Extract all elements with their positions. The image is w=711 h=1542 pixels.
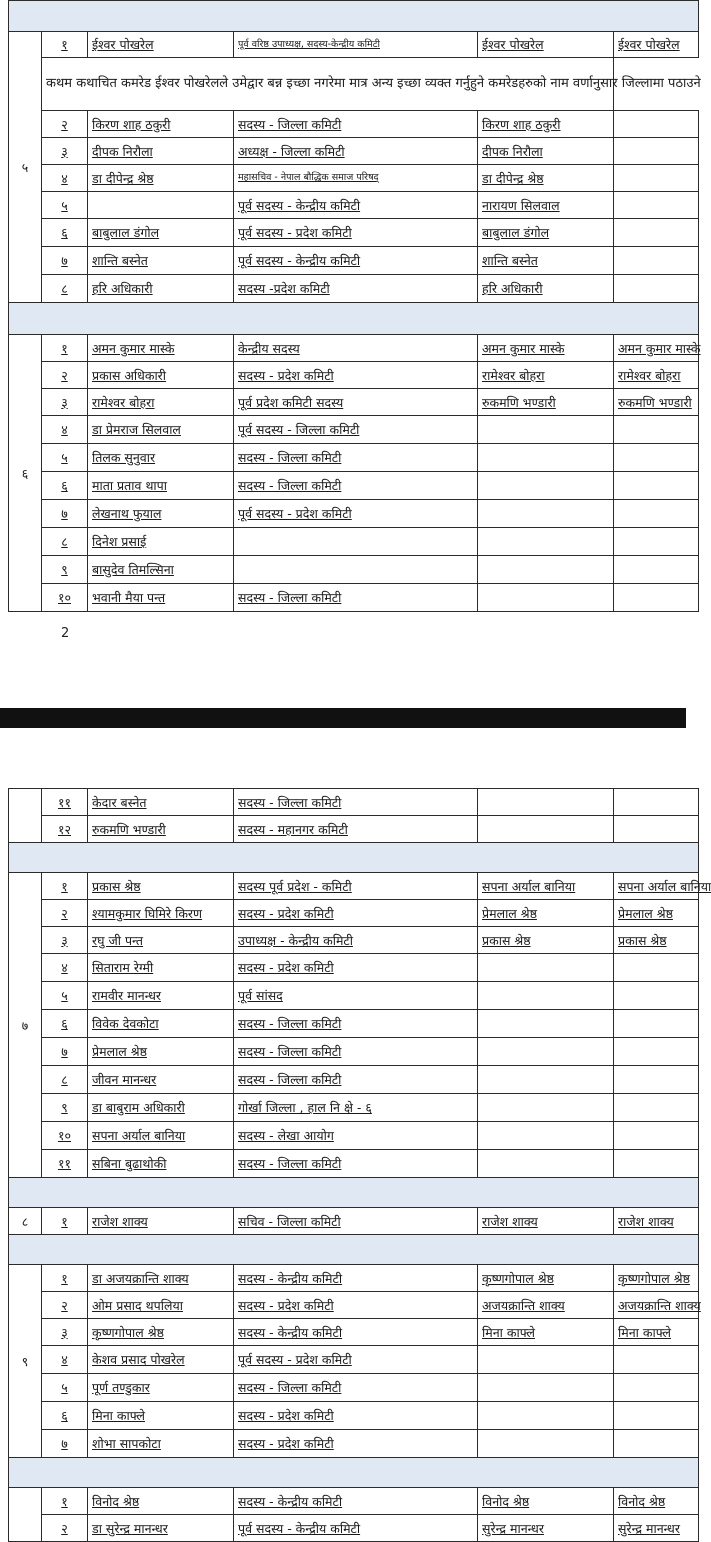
candidate-name: तिलक सुनुवार <box>88 444 234 472</box>
candidate-name: राजेश शाक्य <box>88 1208 234 1235</box>
table-row <box>9 335 699 362</box>
final-name: रुकमणि भण्डारी <box>614 389 699 416</box>
table-row <box>9 1292 699 1319</box>
recommended-name: किरण शाह ठकुरी <box>478 111 614 138</box>
table-row <box>9 1094 699 1122</box>
candidate-name: हरि अधिकारी <box>88 275 234 303</box>
candidate-name: सपना अर्याल बानिया <box>88 1122 234 1150</box>
recommended-name: नारायण सिलवाल <box>478 192 614 219</box>
serial-number: ७ <box>42 500 88 528</box>
recommended-name: रुकमणि भण्डारी <box>478 389 614 416</box>
table-row <box>9 389 699 416</box>
table-row <box>9 954 699 982</box>
serial-number: ४ <box>42 165 88 192</box>
final-name: प्रेमलाल श्रेष्ठ <box>614 900 699 927</box>
table-row <box>9 1038 699 1066</box>
recommended-name <box>478 500 614 528</box>
candidate-role: पूर्व सदस्य - जिल्ला कमिटी <box>234 416 478 444</box>
recommended-name: डा दीपेन्द्र श्रेष्ठ <box>478 165 614 192</box>
serial-number: १ <box>42 1488 88 1515</box>
final-name <box>614 584 699 612</box>
ward-number: ९ <box>9 1265 42 1458</box>
table-row <box>9 982 699 1010</box>
table-row <box>9 900 699 927</box>
candidate-role: सदस्य - प्रदेश कमिटी <box>234 1402 478 1430</box>
recommended-name: अमन कुमार मास्के <box>478 335 614 362</box>
table-row <box>9 1515 699 1542</box>
table-row <box>9 219 699 247</box>
table-row <box>9 1319 699 1346</box>
recommended-name: सुरेन्द्र मानन्धर <box>478 1515 614 1542</box>
candidate-role: पूर्व प्रदेश कमिटी सदस्य <box>234 389 478 416</box>
candidate-name: डा प्रेमराज सिलवाल <box>88 416 234 444</box>
page-one <box>0 0 701 612</box>
final-name <box>614 247 699 275</box>
page-number: 2 <box>61 626 70 641</box>
final-name <box>614 1430 699 1458</box>
final-name <box>614 111 699 138</box>
table-row <box>9 873 699 900</box>
ward-number: ८ <box>9 1208 42 1235</box>
candidate-name: कृष्णगोपाल श्रेष्ठ <box>88 1319 234 1346</box>
candidate-role: सदस्य - जिल्ला कमिटी <box>234 1010 478 1038</box>
candidate-name: शोभा सापकोटा <box>88 1430 234 1458</box>
candidate-name: सबिना बुढाथोकी <box>88 1150 234 1178</box>
table-row <box>9 1208 699 1235</box>
candidate-name: केदार बस्नेत <box>88 789 234 816</box>
recommended-name <box>478 1402 614 1430</box>
serial-number: ७ <box>42 1038 88 1066</box>
candidate-name: माता प्रताव थापा <box>88 472 234 500</box>
table-row <box>9 138 699 165</box>
page-two <box>0 788 711 1542</box>
ward-separator-row <box>9 303 699 335</box>
final-name <box>614 528 699 556</box>
recommended-name <box>478 789 614 816</box>
final-name: सपना अर्याल बानिया <box>614 873 699 900</box>
candidate-role: केन्द्रीय सदस्य <box>234 335 478 362</box>
candidate-name: दिनेश प्रसाई <box>88 528 234 556</box>
separator-cell <box>9 303 699 335</box>
recommended-name <box>478 528 614 556</box>
final-name <box>614 444 699 472</box>
table-row <box>9 1488 699 1515</box>
separator-cell <box>9 843 699 873</box>
candidate-name: रुकमणि भण्डारी <box>88 816 234 843</box>
candidate-name: भवानी मैया पन्त <box>88 584 234 612</box>
candidate-role: पूर्व सदस्य - प्रदेश कमिटी <box>234 500 478 528</box>
ward-separator-row <box>9 843 699 873</box>
candidate-name: ओम प्रसाद थपलिया <box>88 1292 234 1319</box>
table-row <box>9 1066 699 1094</box>
serial-number: २ <box>42 1515 88 1542</box>
recommended-name <box>478 556 614 584</box>
recommended-name: कृष्णगोपाल श्रेष्ठ <box>478 1265 614 1292</box>
note-row <box>9 58 699 111</box>
serial-number: ७ <box>42 247 88 275</box>
candidate-name: डा दीपेन्द्र श्रेष्ठ <box>88 165 234 192</box>
serial-number: १ <box>42 32 88 58</box>
final-name: विनोद श्रेष्ठ <box>614 1488 699 1515</box>
candidate-role: महासचिव - नेपाल बौद्धिक समाज परिषद् <box>234 165 478 192</box>
recommended-name: रामेश्वर बोहरा <box>478 362 614 389</box>
final-name <box>614 138 699 165</box>
candidate-name: डा अजयक्रान्ति शाक्य <box>88 1265 234 1292</box>
ward-number: ५ <box>9 32 42 303</box>
final-name <box>614 1374 699 1402</box>
serial-number: ३ <box>42 927 88 954</box>
final-name <box>614 1402 699 1430</box>
table-row <box>9 556 699 584</box>
final-name <box>614 165 699 192</box>
final-name: प्रकास श्रेष्ठ <box>614 927 699 954</box>
serial-number: ८ <box>42 528 88 556</box>
candidate-role: पूर्व सदस्य - केन्द्रीय कमिटी <box>234 1515 478 1542</box>
candidate-name: सिताराम रेग्मी <box>88 954 234 982</box>
final-name <box>614 1122 699 1150</box>
candidate-name: लेखनाथ फुयाल <box>88 500 234 528</box>
serial-number: ७ <box>42 1430 88 1458</box>
serial-number: १ <box>42 1265 88 1292</box>
final-name: ईश्वर पोखरेल <box>614 32 699 58</box>
recommended-name <box>478 1010 614 1038</box>
recommended-name: शान्ति बस्नेत <box>478 247 614 275</box>
table-row <box>9 1346 699 1374</box>
candidate-name: मिना काफ्ले <box>88 1402 234 1430</box>
table-row <box>9 416 699 444</box>
serial-number: ५ <box>42 1374 88 1402</box>
candidate-role: पूर्व सदस्य - प्रदेश कमिटी <box>234 1346 478 1374</box>
final-name: रामेश्वर बोहरा <box>614 362 699 389</box>
table-row <box>9 444 699 472</box>
serial-number: ३ <box>42 138 88 165</box>
recommended-name: बाबुलाल डंगोल <box>478 219 614 247</box>
candidate-name: विनोद श्रेष्ठ <box>88 1488 234 1515</box>
serial-number: ९ <box>42 556 88 584</box>
table-row <box>9 1010 699 1038</box>
ward-number <box>9 1488 42 1542</box>
serial-number: २ <box>42 900 88 927</box>
candidate-table-page-one <box>8 0 699 612</box>
candidate-role: गोर्खा जिल्ला , हाल नि क्षे - ६ <box>234 1094 478 1122</box>
candidate-name: दीपक निरौला <box>88 138 234 165</box>
recommended-name <box>478 1150 614 1178</box>
candidate-role: पूर्व सदस्य - केन्द्रीय कमिटी <box>234 247 478 275</box>
serial-number: ६ <box>42 219 88 247</box>
serial-number: ५ <box>42 444 88 472</box>
recommended-name <box>478 1374 614 1402</box>
table-row <box>9 1402 699 1430</box>
serial-number: ८ <box>42 275 88 303</box>
serial-number: २ <box>42 1292 88 1319</box>
serial-number: २ <box>42 111 88 138</box>
candidate-role: सदस्य - जिल्ला कमिटी <box>234 1066 478 1094</box>
candidate-name: शान्ति बस्नेत <box>88 247 234 275</box>
candidate-role: पूर्व वरिष्ठ उपाध्यक्ष, सदस्य-केन्द्रीय कमिटी <box>234 32 478 58</box>
final-name <box>614 219 699 247</box>
table-row <box>9 927 699 954</box>
recommended-name <box>478 1346 614 1374</box>
candidate-role: सदस्य - केन्द्रीय कमिटी <box>234 1488 478 1515</box>
candidate-role: सदस्य - लेखा आयोग <box>234 1122 478 1150</box>
note-text: कथम कथाचित कमरेड ईश्वर पोखरेलले उमेद्वार बन्न इच्छा नगरेमा मात्र अन्य इच्छा व्यक्त गर्नुहुने कमरेडहरुको नाम वर्णानुसार जिल्लामा पठाउने <box>42 58 614 111</box>
candidate-role: सदस्य - केन्द्रीय कमिटी <box>234 1319 478 1346</box>
recommended-name <box>478 1094 614 1122</box>
table-row <box>9 1150 699 1178</box>
serial-number: ८ <box>42 1066 88 1094</box>
candidate-role <box>234 528 478 556</box>
serial-number: १० <box>42 1122 88 1150</box>
candidate-role: उपाध्यक्ष - केन्द्रीय कमिटी <box>234 927 478 954</box>
candidate-role: सदस्य - प्रदेश कमिटी <box>234 1430 478 1458</box>
table-row <box>9 472 699 500</box>
ward-separator-row <box>9 1235 699 1265</box>
serial-number: १० <box>42 584 88 612</box>
serial-number: ५ <box>42 192 88 219</box>
table-row <box>9 1430 699 1458</box>
final-name <box>614 816 699 843</box>
recommended-name: प्रेमलाल श्रेष्ठ <box>478 900 614 927</box>
candidate-role: पूर्व सांसद <box>234 982 478 1010</box>
serial-number: ३ <box>42 1319 88 1346</box>
final-name: अजयक्रान्ति शाक्य <box>614 1292 699 1319</box>
recommended-name: मिना काफ्ले <box>478 1319 614 1346</box>
candidate-name: ईश्वर पोखरेल <box>88 32 234 58</box>
candidate-name: प्रेमलाल श्रेष्ठ <box>88 1038 234 1066</box>
recommended-name <box>478 1430 614 1458</box>
final-name <box>614 1346 699 1374</box>
recommended-name <box>478 584 614 612</box>
candidate-role: सदस्य - जिल्ला कमिटी <box>234 1150 478 1178</box>
candidate-role: सदस्य - जिल्ला कमिटी <box>234 472 478 500</box>
candidate-role: सदस्य - जिल्ला कमिटी <box>234 1038 478 1066</box>
candidate-role: सदस्य -प्रदेश कमिटी <box>234 275 478 303</box>
table-row <box>9 275 699 303</box>
serial-number: ९ <box>42 1094 88 1122</box>
candidate-role: सदस्य - जिल्ला कमिटी <box>234 1374 478 1402</box>
recommended-name <box>478 982 614 1010</box>
candidate-name: बासुदेव तिमल्सिना <box>88 556 234 584</box>
serial-number: ५ <box>42 982 88 1010</box>
recommended-name: हरि अधिकारी <box>478 275 614 303</box>
final-name <box>614 1066 699 1094</box>
candidate-name: विवेक देवकोटा <box>88 1010 234 1038</box>
table-row <box>9 362 699 389</box>
table-row <box>9 584 699 612</box>
candidate-name: जीवन मानन्धर <box>88 1066 234 1094</box>
candidate-name: रामवीर मानन्धर <box>88 982 234 1010</box>
table-row <box>9 1122 699 1150</box>
serial-number: १ <box>42 1208 88 1235</box>
table-row <box>9 528 699 556</box>
candidate-name: पूर्ण तण्डुकार <box>88 1374 234 1402</box>
serial-number: ६ <box>42 1402 88 1430</box>
recommended-name: विनोद श्रेष्ठ <box>478 1488 614 1515</box>
serial-number: ६ <box>42 1010 88 1038</box>
final-name: सुरेन्द्र मानन्धर <box>614 1515 699 1542</box>
table-row <box>9 247 699 275</box>
final-name <box>614 954 699 982</box>
candidate-role: सदस्य - प्रदेश कमिटी <box>234 362 478 389</box>
candidate-role: पूर्व सदस्य - केन्द्रीय कमिटी <box>234 192 478 219</box>
recommended-name: प्रकास श्रेष्ठ <box>478 927 614 954</box>
candidate-role <box>234 556 478 584</box>
ward-separator-row <box>9 1 699 32</box>
candidate-role: अध्यक्ष - जिल्ला कमिटी <box>234 138 478 165</box>
candidate-role: सचिव - जिल्ला कमिटी <box>234 1208 478 1235</box>
serial-number: ४ <box>42 416 88 444</box>
candidate-name: प्रकास श्रेष्ठ <box>88 873 234 900</box>
recommended-name <box>478 1122 614 1150</box>
final-name: मिना काफ्ले <box>614 1319 699 1346</box>
final-name <box>614 982 699 1010</box>
table-row <box>9 500 699 528</box>
final-name <box>614 1010 699 1038</box>
candidate-name: रामेश्वर बोहरा <box>88 389 234 416</box>
table-row <box>9 165 699 192</box>
recommended-name <box>478 444 614 472</box>
final-name: राजेश शाक्य <box>614 1208 699 1235</box>
serial-number: ११ <box>42 789 88 816</box>
candidate-role: सदस्य - जिल्ला कमिटी <box>234 584 478 612</box>
table-row <box>9 111 699 138</box>
ward-number: ७ <box>9 873 42 1178</box>
recommended-name <box>478 1066 614 1094</box>
candidate-role: सदस्य - प्रदेश कमिटी <box>234 1292 478 1319</box>
recommended-name <box>478 816 614 843</box>
serial-number: ११ <box>42 1150 88 1178</box>
final-name <box>614 472 699 500</box>
candidate-role: सदस्य पूर्व प्रदेश - कमिटी <box>234 873 478 900</box>
separator-cell <box>9 1458 699 1488</box>
candidate-role: सदस्य - जिल्ला कमिटी <box>234 789 478 816</box>
candidate-name: अमन कुमार मास्के <box>88 335 234 362</box>
candidate-role: पूर्व सदस्य - प्रदेश कमिटी <box>234 219 478 247</box>
page-divider-bar <box>0 708 686 728</box>
candidate-name <box>88 192 234 219</box>
serial-number: १ <box>42 873 88 900</box>
separator-cell <box>9 1 699 32</box>
recommended-name: अजयक्रान्ति शाक्य <box>478 1292 614 1319</box>
final-name <box>614 416 699 444</box>
final-name <box>614 192 699 219</box>
table-row <box>9 32 699 58</box>
serial-number: १ <box>42 335 88 362</box>
candidate-role: सदस्य - जिल्ला कमिटी <box>234 111 478 138</box>
final-name <box>614 275 699 303</box>
recommended-name <box>478 416 614 444</box>
ward-separator-row <box>9 1458 699 1488</box>
candidate-role: सदस्य - केन्द्रीय कमिटी <box>234 1265 478 1292</box>
final-name <box>614 1094 699 1122</box>
final-name <box>614 789 699 816</box>
recommended-name: सपना अर्याल बानिया <box>478 873 614 900</box>
final-name <box>614 1038 699 1066</box>
candidate-name: श्यामकुमार घिमिरे किरण <box>88 900 234 927</box>
candidate-name: केशव प्रसाद पोखरेल <box>88 1346 234 1374</box>
recommended-name <box>478 954 614 982</box>
final-name <box>614 1150 699 1178</box>
serial-number: ४ <box>42 954 88 982</box>
table-row <box>9 1265 699 1292</box>
candidate-role: सदस्य - प्रदेश कमिटी <box>234 900 478 927</box>
candidate-table-page-two <box>8 788 711 1542</box>
ward-separator-row <box>9 1178 699 1208</box>
ward-number: ६ <box>9 335 42 612</box>
candidate-name: किरण शाह ठकुरी <box>88 111 234 138</box>
candidate-name: प्रकास अधिकारी <box>88 362 234 389</box>
separator-cell <box>9 1178 699 1208</box>
serial-number: ६ <box>42 472 88 500</box>
final-name <box>614 500 699 528</box>
table-row <box>9 789 699 816</box>
candidate-name: बाबुलाल डंगोल <box>88 219 234 247</box>
ward-number <box>9 789 42 843</box>
candidate-name: रघु जी पन्त <box>88 927 234 954</box>
separator-cell <box>9 1235 699 1265</box>
final-name: अमन कुमार मास्के <box>614 335 699 362</box>
candidate-role: सदस्य - जिल्ला कमिटी <box>234 444 478 472</box>
table-row <box>9 192 699 219</box>
serial-number: १२ <box>42 816 88 843</box>
candidate-name: डा सुरेन्द्र मानन्धर <box>88 1515 234 1542</box>
final-name: कृष्णगोपाल श्रेष्ठ <box>614 1265 699 1292</box>
serial-number: ४ <box>42 1346 88 1374</box>
recommended-name <box>478 472 614 500</box>
table-row <box>9 1374 699 1402</box>
final-name <box>614 556 699 584</box>
recommended-name: राजेश शाक्य <box>478 1208 614 1235</box>
recommended-name <box>478 1038 614 1066</box>
candidate-role: सदस्य - महानगर कमिटी <box>234 816 478 843</box>
serial-number: २ <box>42 362 88 389</box>
recommended-name: ईश्वर पोखरेल <box>478 32 614 58</box>
serial-number: ३ <box>42 389 88 416</box>
recommended-name: दीपक निरौला <box>478 138 614 165</box>
table-row <box>9 816 699 843</box>
candidate-role: सदस्य - प्रदेश कमिटी <box>234 954 478 982</box>
candidate-name: डा बाबुराम अधिकारी <box>88 1094 234 1122</box>
